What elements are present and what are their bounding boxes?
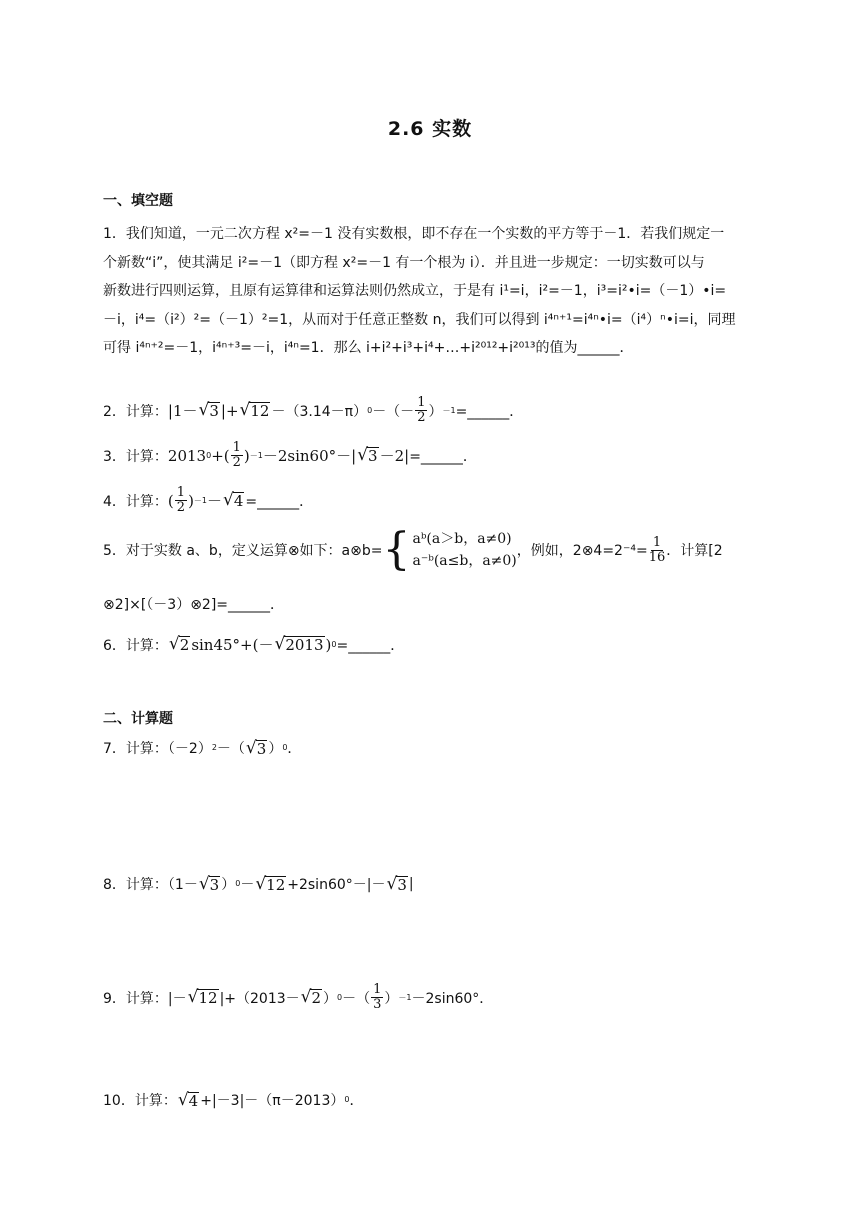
question-4-text: － [207, 492, 223, 510]
question-3-text: ) [243, 446, 250, 465]
question-9: 9．计算：|－ √ 12 |+（2013－ √ 2 ） 0 －（ $\frac{1}{3}$ ） －1 －2sin60°． [103, 982, 494, 1012]
answer-blank: =______． [409, 448, 477, 465]
question-3: 3．计算： 2013 0 +( $\frac{1}{2}$ ) －1 －2sin60°－| √ 3 －2| =______． [103, 440, 477, 470]
sqrt: √ 3 [357, 445, 378, 465]
answer-blank: =______． [455, 403, 524, 420]
question-10-text: +|－3|－（π－2013） [200, 1093, 345, 1109]
question-8-text: | [408, 876, 414, 892]
question-7: 7．计算：（－2） 2 －（ √ 3 ） 0 ． [103, 737, 302, 758]
question-1-line-5: 可得 i⁴ⁿ⁺²=－1，i⁴ⁿ⁺³=－i，i⁴ⁿ=1．那么 i+i²+i³+i⁴+…+i²⁰¹²+i²⁰¹³的值为______． [103, 340, 634, 356]
question-2: 2．计算： |1－ √ 3 |+ √ 12 －（3.14－π） 0 －（－ $\frac{1}{2}$ ） －1 =______． [103, 395, 524, 425]
question-2-text: ） [428, 403, 443, 420]
question-7-prefix: 7．计算：（－2） [103, 741, 212, 757]
question-3-text: －2sin60°－| [262, 447, 357, 465]
question-4-text: ) [188, 491, 194, 510]
question-8-text: +2sin60°－|－ [287, 877, 386, 893]
question-5-prefix: 5．对于实数 a、b，定义运算⊗如下：a⊗b= [103, 543, 383, 559]
question-6-prefix: 6．计算： [103, 637, 168, 654]
sqrt: √ 3 [386, 873, 407, 894]
question-5-line-2: ⊗2]×[（－3）⊗2]=______． [103, 597, 285, 613]
page-title: 2.6 实数 [387, 118, 473, 140]
question-6-text: sin45°+(－ [191, 636, 274, 654]
sqrt: √ 12 [255, 873, 286, 894]
question-3-prefix: 3．计算： [103, 448, 168, 465]
question-1-line-4: －i，i⁴=（i²）²=（－1）²=1，从而对于任意正整数 n，我们可以得到 i⁴ⁿ⁺¹=i⁴ⁿ•i=（i⁴）ⁿ•i=i，同理 [103, 311, 736, 328]
question-6-text: ) [325, 635, 332, 654]
question-7-text: ） [268, 741, 283, 757]
question-4-text: ( [167, 491, 174, 510]
question-7-text: －（ [216, 741, 245, 757]
question-9-text: |+（2013－ [219, 990, 300, 1007]
question-9-text: －（ [342, 990, 371, 1007]
question-1 [103, 220, 755, 363]
question-9-prefix: 9．计算：|－ [103, 990, 187, 1007]
sqrt: √ 2 [168, 634, 190, 654]
sqrt: √ 12 [187, 987, 218, 1007]
sqrt: √ 3 [198, 873, 220, 894]
question-1-line-1: 1．我们知道，一元二次方程 x²=－1 没有实数根，即不存在一个实数的平方等于－1．若我们规定一 [103, 226, 725, 242]
answer-blank: =______． [245, 493, 314, 510]
sqrt: √ 4 [177, 1089, 199, 1110]
question-10-text: ． [349, 1093, 364, 1109]
section-heading-fill-in: 一、填空题 [103, 193, 173, 209]
sqrt: √ 3 [198, 400, 219, 420]
question-8-text: － [240, 877, 255, 893]
question-2-text: －（3.14－π） [271, 403, 368, 420]
question-2-text: |1－ [167, 402, 198, 420]
question-8-prefix: 8．计算：（1－ [103, 877, 198, 893]
sqrt: √ 3 [245, 737, 267, 758]
question-10-prefix: 10．计算： [103, 1093, 177, 1109]
piecewise-cases [412, 528, 516, 572]
sqrt: √ 4 [223, 490, 244, 510]
question-3-text: 2013 [167, 446, 207, 465]
question-10: 10．计算： √ 4 +|－3|－（π－2013） 0 ． [103, 1089, 364, 1110]
case-2: a⁻ᵇ(a≤b，a≠0) [412, 553, 517, 569]
sqrt: √ 12 [239, 400, 270, 420]
question-9-text: ） [384, 990, 399, 1007]
question-4: 4．计算： ( $\frac{1}{2}$ ) －1 － √ 4 =______． [103, 485, 314, 515]
question-5 [103, 524, 723, 575]
question-6: 6．计算： √ 2 sin45°+(－ √ 2013 ) 0 =______． [103, 634, 405, 654]
question-3-text: +( [211, 446, 230, 465]
fraction: $\frac{1}{16}$ [648, 534, 666, 565]
fraction: $\frac{1}{2}$ [232, 440, 241, 470]
question-5-text: ．计算[2 [666, 543, 723, 559]
left-brace: { [382, 524, 411, 575]
fraction: $\frac{1}{3}$ [373, 982, 382, 1012]
question-7-text: ． [287, 741, 302, 757]
question-1-line-2: 个新数“i”，使其满足 i²=－1（即方程 x²=－1 有一个根为 i）．并且进一步规定：一切实数可以与 [103, 254, 705, 271]
question-2-prefix: 2．计算： [103, 403, 168, 420]
fraction: $\frac{1}{2}$ [176, 485, 186, 515]
question-9-text: ） [323, 990, 338, 1007]
question-4-prefix: 4．计算： [103, 493, 168, 510]
question-2-text: |+ [220, 401, 239, 420]
question-9-text: －2sin60°． [411, 990, 494, 1007]
question-8: 8．计算：（1－ √ 3 ） 0 － √ 12 +2sin60°－|－ √ 3 | [103, 873, 414, 894]
question-1-line-3: 新数进行四则运算，且原有运算律和运算法则仍然成立，于是有 i¹=i，i²=－1，i³=i²•i=（－1）•i= [103, 283, 727, 299]
sqrt: √ 2013 [274, 634, 324, 654]
sqrt: √ 2 [300, 987, 322, 1007]
question-2-text: －（－ [372, 403, 415, 420]
question-3-text: －2| [379, 447, 410, 465]
case-1: aᵇ(a＞b，a≠0) [412, 531, 512, 547]
question-5-text: ，例如，2⊗4=2⁻⁴= [516, 543, 648, 559]
fraction: $\frac{1}{2}$ [417, 395, 426, 425]
question-8-text: ） [221, 877, 236, 893]
answer-blank: =______． [336, 637, 405, 654]
section-heading-calculation: 二、计算题 [103, 711, 173, 727]
